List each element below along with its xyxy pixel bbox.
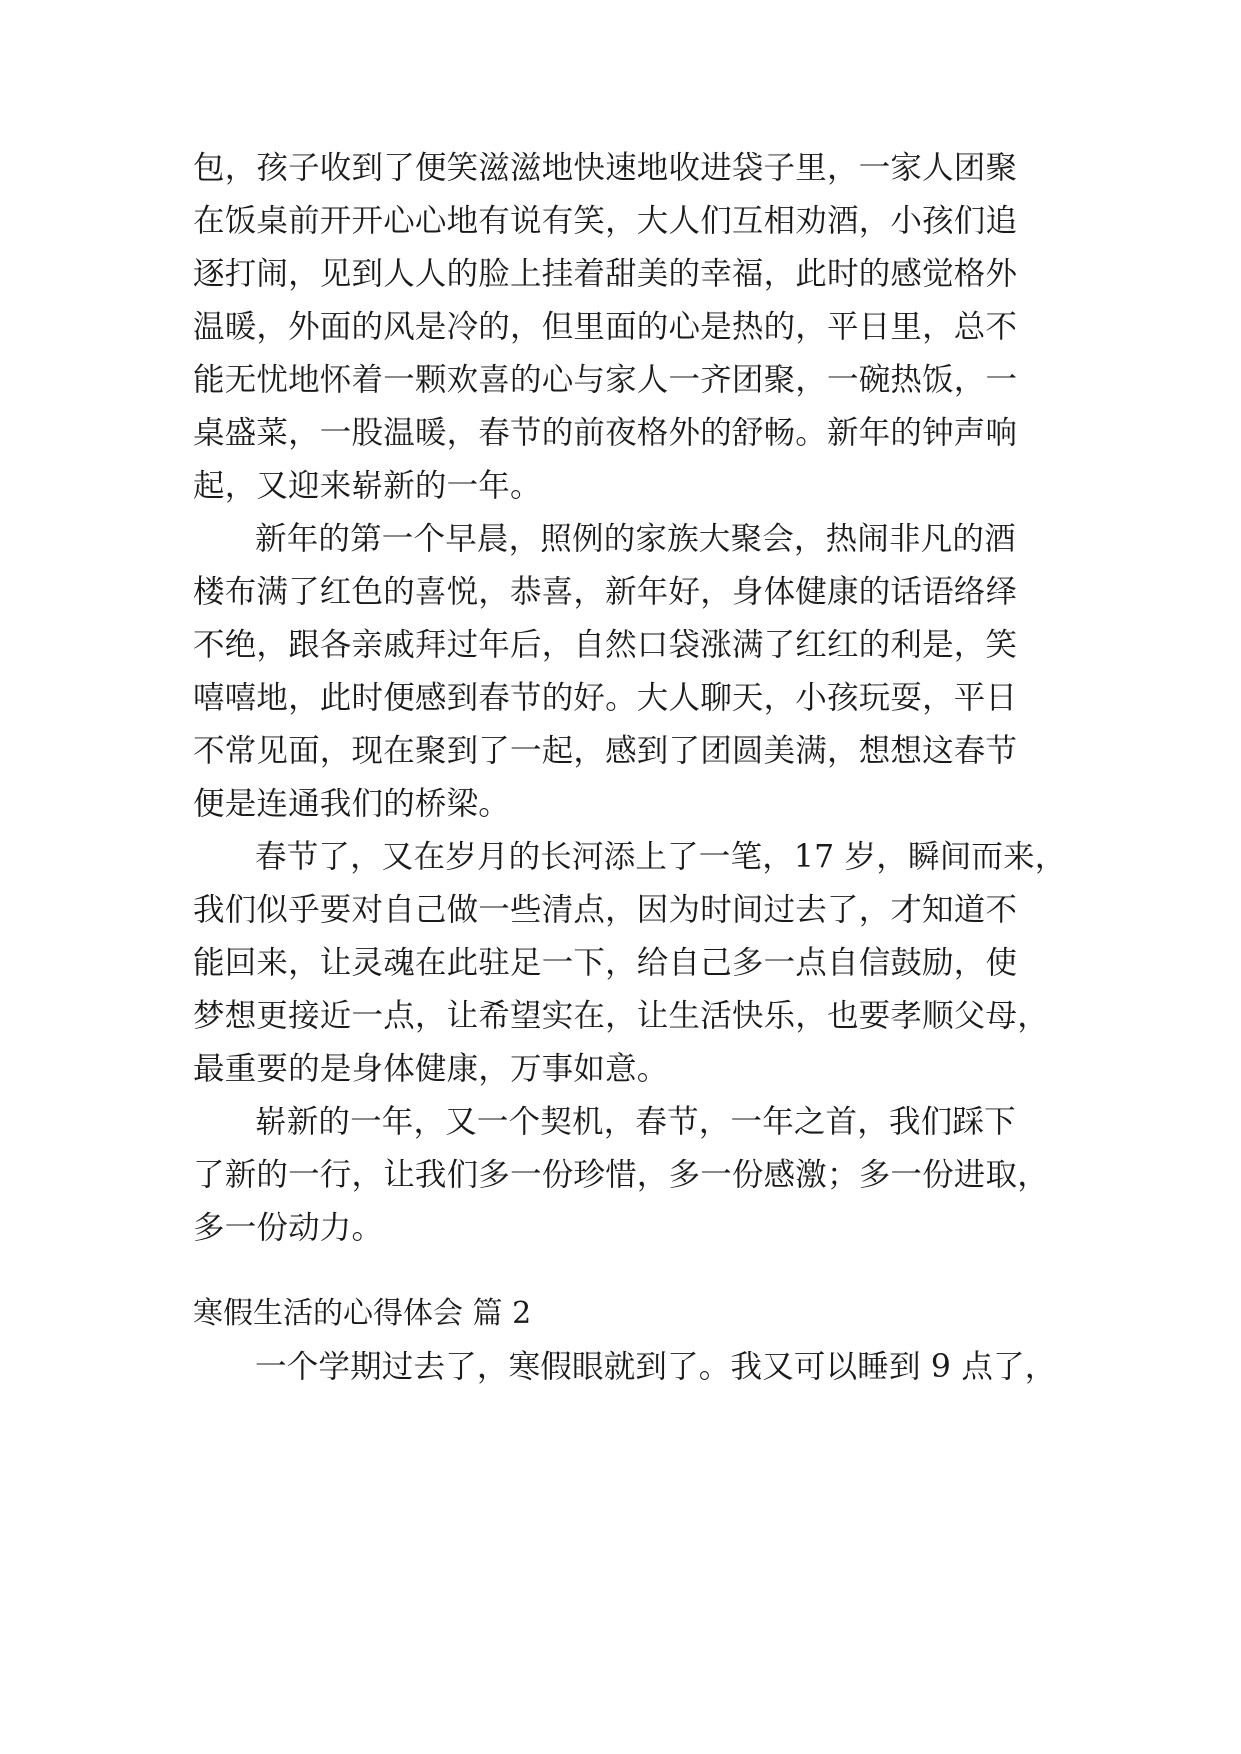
paragraph-2-line-3: 不绝，跟各亲戚拜过年后，自然口袋涨满了红红的利是，笑 <box>193 627 1018 663</box>
paragraph-4-line-2: 了新的一行，让我们多一份珍惜，多一份感激；多一份进取， <box>193 1157 1049 1193</box>
paragraph-4-line-3: 多一份动力。 <box>193 1210 384 1246</box>
paragraph-2-line-6: 便是连通我们的桥梁。 <box>193 786 511 822</box>
paragraph-1-line-1: 包，孩子收到了便笑滋滋地快速地收进袋子里，一家人团聚 <box>193 150 1018 186</box>
paragraph-2-line-4: 嘻嘻地，此时便感到春节的好。大人聊天，小孩玩耍，平日 <box>193 680 1018 716</box>
paragraph-3-line-1: 春节了，又在岁月的长河添上了一笔，17 岁，瞬间而来， <box>255 839 1067 875</box>
paragraph-2-line-2: 楼布满了红色的喜悦，恭喜，新年好，身体健康的话语络绎 <box>193 574 1018 610</box>
paragraph-1-line-5: 能无忧地怀着一颗欢喜的心与家人一齐团聚，一碗热饭，一 <box>193 362 1018 398</box>
paragraph-1-line-3: 逐打闹，见到人人的脸上挂着甜美的幸福，此时的感觉格外 <box>193 256 1018 292</box>
paragraph-4-line-1: 崭新的一年，又一个契机，春节，一年之首，我们踩下 <box>255 1104 1016 1140</box>
section-heading: 寒假生活的心得体会 篇 2 <box>193 1296 532 1331</box>
paragraph-1-line-2: 在饭桌前开开心心地有说有笑，大人们互相劝酒，小孩们追 <box>193 203 1018 239</box>
paragraph-2-line-1: 新年的第一个早晨，照例的家族大聚会，热闹非凡的酒 <box>255 521 1016 557</box>
paragraph-1-line-4: 温暖，外面的风是冷的，但里面的心是热的，平日里，总不 <box>193 309 1018 345</box>
paragraph-1-line-6: 桌盛菜，一股温暖，春节的前夜格外的舒畅。新年的钟声响 <box>193 415 1018 451</box>
paragraph-3-line-4: 梦想更接近一点，让希望实在，让生活快乐，也要孝顺父母， <box>193 998 1049 1034</box>
paragraph-3-line-5: 最重要的是身体健康，万事如意。 <box>193 1051 669 1087</box>
paragraph-3-line-3: 能回来，让灵魂在此驻足一下，给自己多一点自信鼓励，使 <box>193 945 1018 981</box>
paragraph-1-line-7: 起，又迎来崭新的一年。 <box>193 468 542 504</box>
section-paragraph-line-1: 一个学期过去了，寒假眼就到了。我又可以睡到 9 点了， <box>255 1349 1057 1385</box>
paragraph-3-line-2: 我们似乎要对自己做一些清点，因为时间过去了，才知道不 <box>193 892 1018 928</box>
paragraph-2-line-5: 不常见面，现在聚到了一起，感到了团圆美满，想想这春节 <box>193 733 1018 769</box>
